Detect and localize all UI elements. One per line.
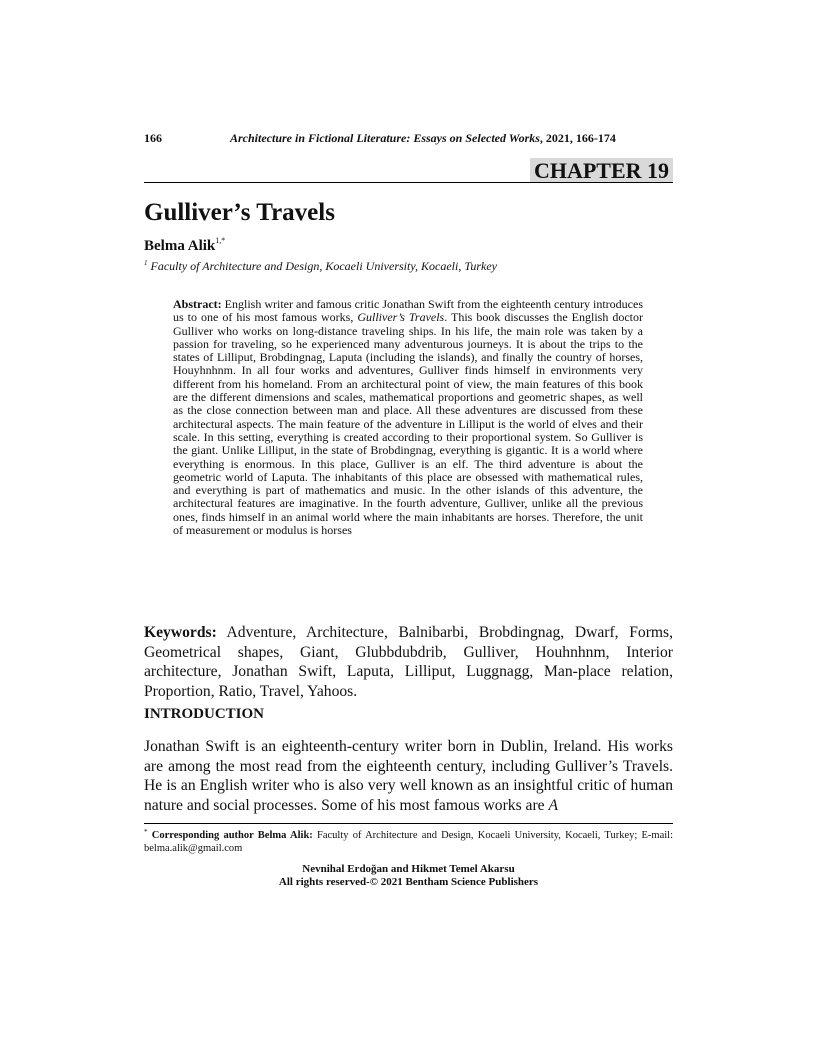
publisher-rights: All rights reserved-© 2021 Bentham Science Publishers — [278, 876, 539, 888]
abstract-text-after: . This book discusses the English doctor Gulliver who works on long-distance traveling ships. In his life, the main role was taken by a passion for traveling, so he experienced many adventurous journeys. It is about the trips to the states of Lilliput, Brobdingnag, Laputa (including the islands), and finally the country of horses, Houyhnhnm. In all four works and adventures, Gulliver finds himself in environments very different from his homeland. From an architectural point of view, the main features of this book are the different dimensions and scales, mathematical proportions and geometric shapes, as well as the close connection between man and place. All these adventures are discussed from these architectural aspects. The main feature of the adventure in Lilliput is the world of elves and their scale. In this setting, everything is created according to their proportional system. So Gulliver is the giant. Unlike Lilliput, in the state of Brobdingnag, everything is gigantic. It is a world where everything is enormous. In this place, Gulliver is an elf. The third adventure is about the geometric world of Laputa. The inhabitants of this place are obsessed with mathematical rules, and everything is part of mathematics and music. In the other islands of this adventure, the architectural features are imaginative. In the fourth adventure, Gulliver, unlike all the previous ones, finds himself in an animal world where the main inhabitants are horses. Therefore, the unit of measurement or modulus is horses — [173, 310, 643, 538]
page-number: 166 — [144, 131, 162, 145]
footnote-text: Faculty of Architecture and Design, Kocaeli University, Kocaeli, Turkey; E-mail: belma.alik@gmail.com — [144, 830, 674, 854]
keywords-label: Keywords: — [144, 624, 217, 641]
introduction-text — [144, 737, 673, 815]
book-title: Architecture in Fictional Literature: Essays on Selected Works — [230, 131, 540, 145]
introduction-body: Jonathan Swift is an eighteenth-century writer born in Dublin, Ireland. His works are among the most read from the eighteenth century, including Gulliver’s Travels. He is an English writer who is also very well known as an insightful critic of human nature and social processes. Some of his most famous works are — [144, 738, 673, 814]
footnote-mark: * — [144, 828, 148, 836]
introduction-heading: INTRODUCTION — [144, 706, 265, 722]
publisher-editors: Nevnihal Erdoğan and Hikmet Temel Akarsu — [302, 863, 515, 875]
author — [144, 236, 225, 255]
affiliation-text: Faculty of Architecture and Design, Kocaeli University, Kocaeli, Turkey — [150, 259, 497, 273]
keywords-text: Adventure, Architecture, Balnibarbi, Brobdingnag, Dwarf, Forms, Geometrical shapes, Giant, Glubbdubdrib, Gulliver, Houhnhnm, Interior architecture, Jonathan Swift, Laputa, Lilliput, Luggnagg, Man-place relation, Proportion, Ratio, Travel, Yahoos. — [144, 624, 673, 700]
affiliation-mark: 1 — [144, 259, 148, 267]
footnote — [144, 826, 673, 855]
paper-title: Gulliver’s Travels — [144, 199, 335, 226]
abstract — [173, 298, 643, 537]
footnote-label: Corresponding author Belma Alik: — [151, 830, 313, 841]
publisher-block — [144, 863, 673, 889]
author-marks: 1,* — [215, 236, 226, 245]
year-pages: , 2021, 166-174 — [539, 131, 616, 145]
abstract-text-before: English writer and famous critic Jonathan Swift from the eighteenth century introduces us to one of his most famous works, — [173, 297, 643, 325]
introduction-trailing-italic: A — [548, 796, 559, 814]
chapter-label: CHAPTER 19 — [530, 158, 673, 183]
chapter-rule — [144, 182, 673, 183]
author-name: Belma Alik — [144, 238, 216, 254]
footnote-rule — [144, 823, 673, 824]
running-title — [230, 131, 616, 146]
abstract-label: Abstract: — [173, 297, 222, 311]
affiliation — [144, 259, 497, 274]
abstract-work-title: Gulliver’s Travels — [357, 310, 445, 325]
keywords — [144, 623, 673, 701]
